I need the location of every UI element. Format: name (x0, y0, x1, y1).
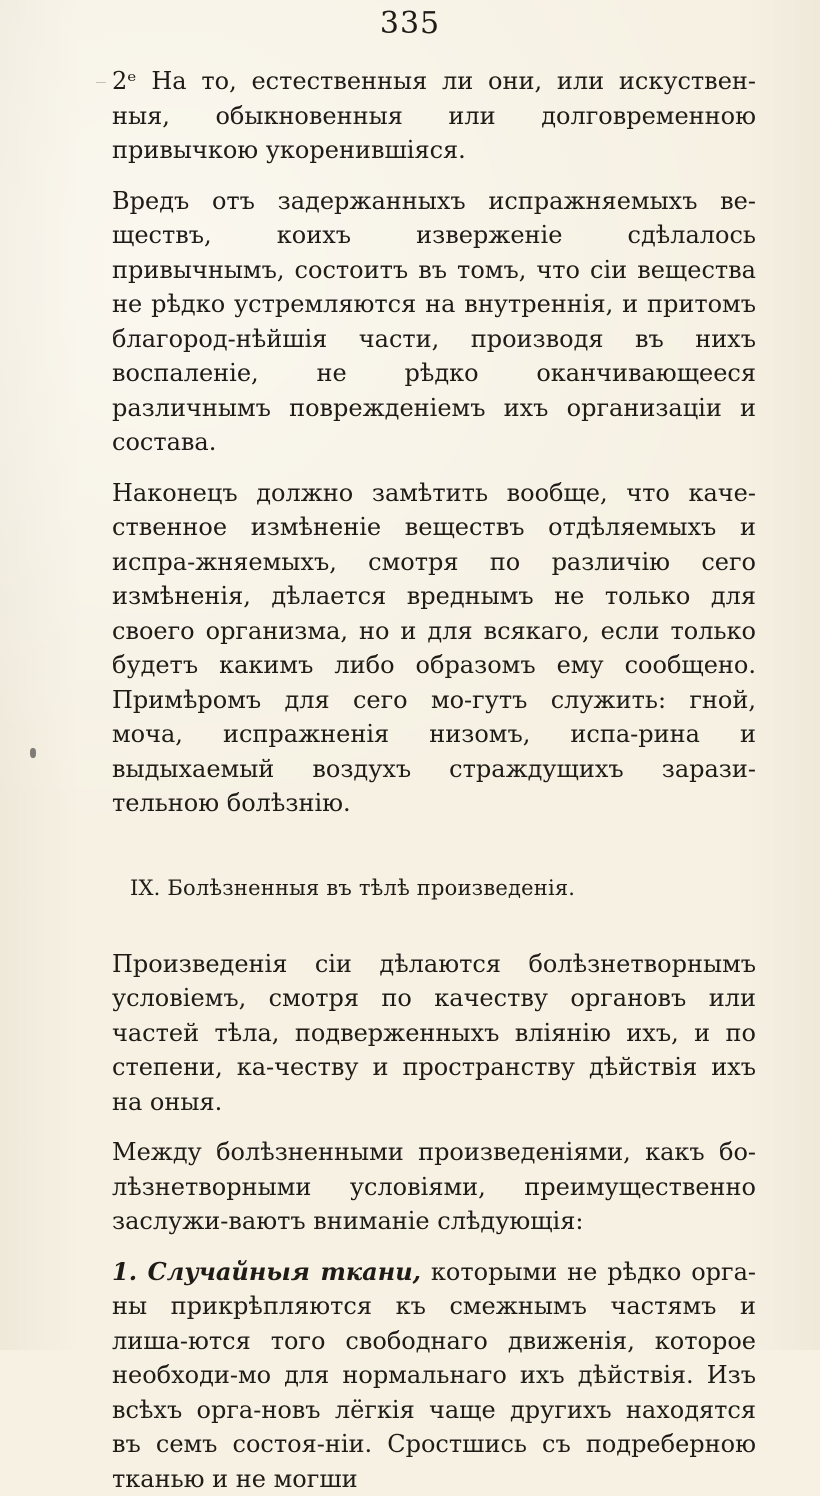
paragraph-4: Произведенія сіи дѣлаются болѣзнетворнымъ условіемъ, смотря по качеству органовъ или частей тѣла, подверженныхъ вліянію ихъ, и по степени, ка-честву и пространству дѣйствія ихъ на оныя. (112, 947, 756, 1120)
paragraph-3: Наконецъ должно замѣтить вообще, что каче-ственное измѣненіе веществъ отдѣляемыхъ и испра-жняемыхъ, смотря по различію сего измѣненія, дѣлается вреднымъ не только для своего организма, но и для всякаго, если только будетъ какимъ либо образомъ ему сообщено. Примѣромъ для сего мо-гутъ служить: гной, моча, испражненія низомъ, испа-рина и выдыхаемый воздухъ страждущихъ зарази-тельною болѣзнію. (112, 476, 756, 821)
left-margin-mark (30, 748, 36, 758)
paragraph-5: Между болѣзненными произведеніями, какъ бо-лѣзнетворными условіями, преимущественно заслужи-ваютъ вниманіе слѣдующія: (112, 1135, 756, 1239)
paragraph-2: Вредъ отъ задержанныхъ испражняемыхъ ве-ществъ, коихъ изверженіе сдѣлалось привычнымъ, состоитъ въ томъ, что сіи вещества не рѣдко устремляются на внутреннія, и притомъ благород-нѣйшія части, производя въ нихъ воспаленіе, не рѣдко оканчивающееся различнымъ поврежденіемъ ихъ организаціи и состава. (112, 184, 756, 460)
page-number: 335 (0, 6, 820, 41)
paragraph-6 (112, 1255, 756, 1496)
section-heading: IX. Болѣзненныя въ тѣлѣ произведенія. (112, 873, 756, 903)
paragraph-1: 2ᵉ На то, естественныя ли они, или искуствен-ныя, обыкновенныя или долговременною привычкою укоренившіяся. (112, 64, 756, 168)
paragraph-6-text: которыми не рѣдко орга-ны прикрѣпляются къ смежнымъ частямъ и лиша-ются того свободнаго движенія, которое необходи-мо для нормальнаго ихъ дѣйствія. Изъ всѣхъ орга-новъ лёгкія чаще другихъ находятся въ семъ состоя-ніи. Сростшись съ подреберною тканью и не могши (112, 1258, 756, 1493)
text-block (112, 64, 756, 1496)
margin-speck (96, 82, 106, 83)
term-random-tissues: 1. Случайныя ткани, (112, 1257, 421, 1286)
